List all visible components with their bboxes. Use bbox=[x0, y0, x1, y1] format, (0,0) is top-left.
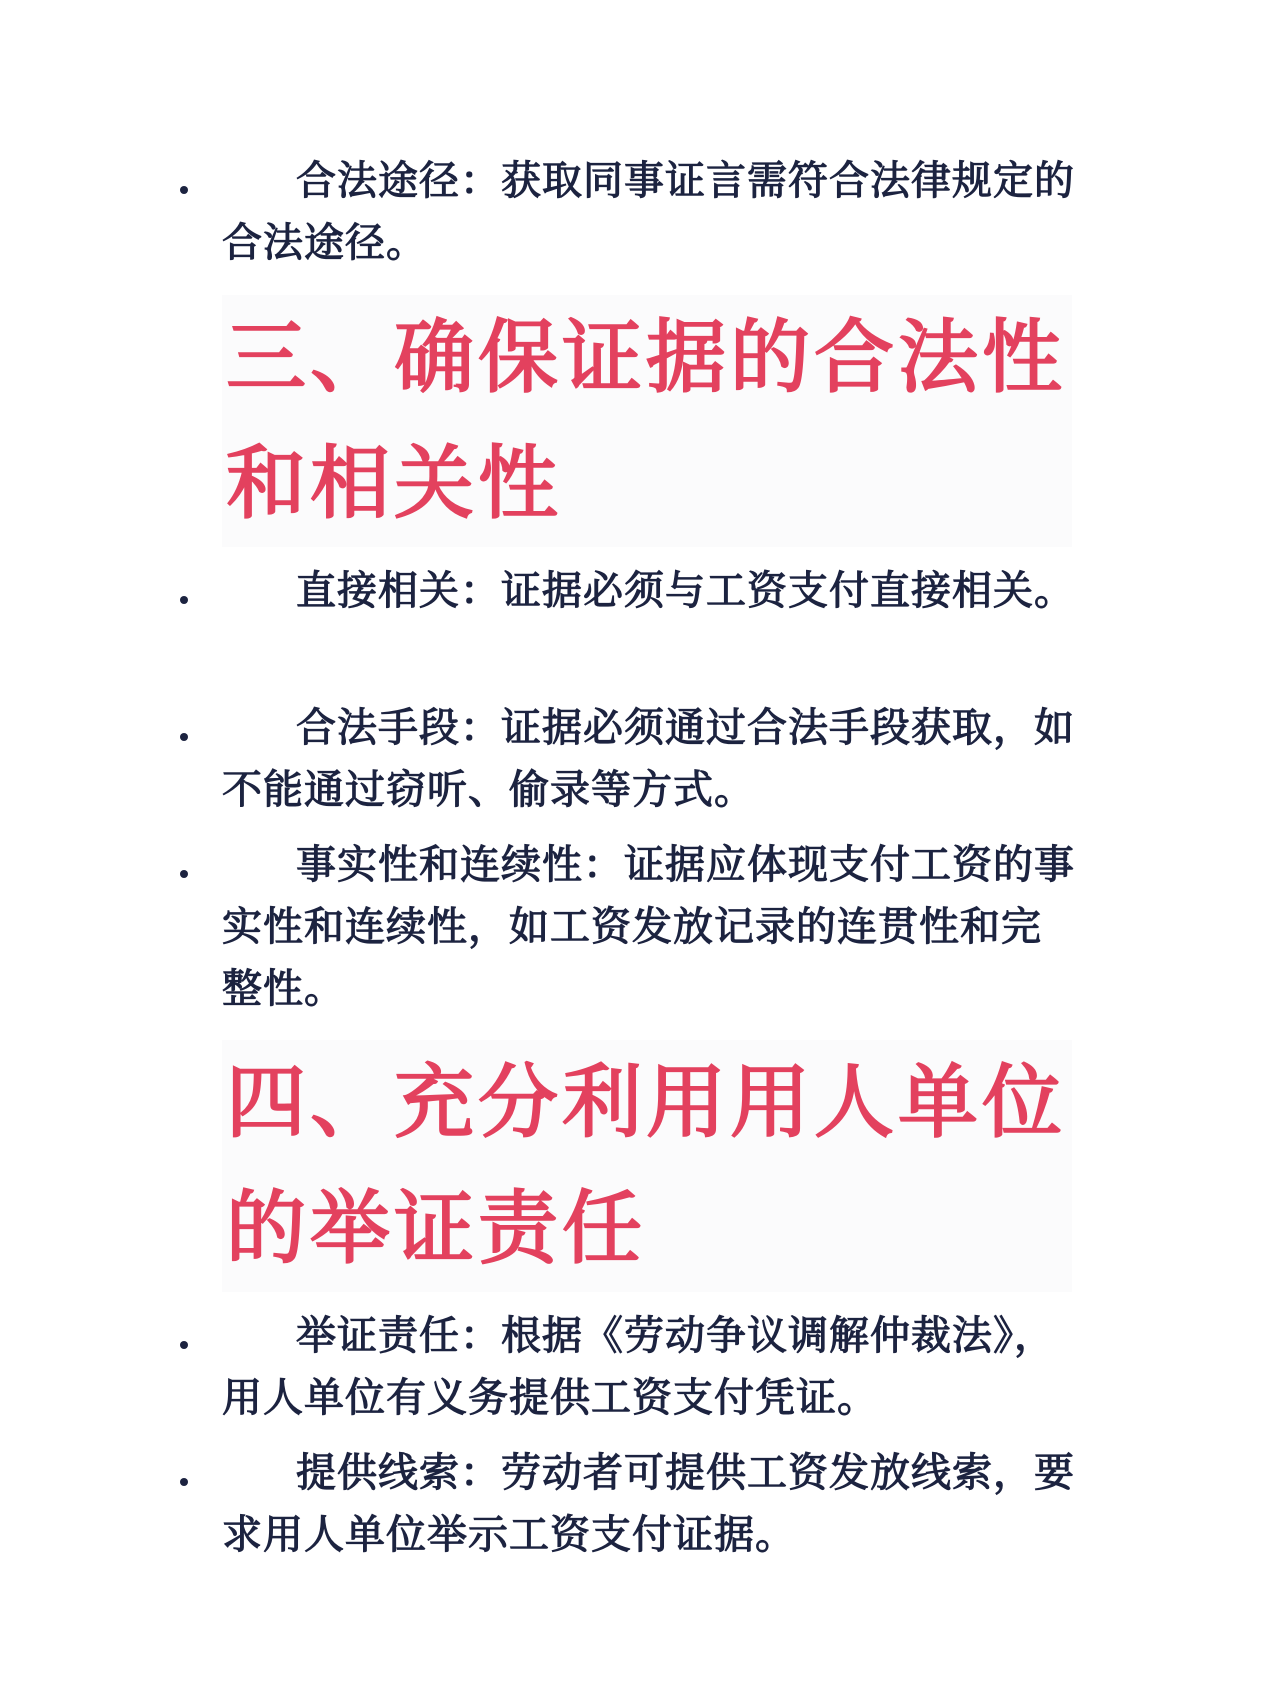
list-item-text: 合法途径：获取同事证言需符合法律规定的合法途径。 bbox=[222, 158, 1075, 266]
bullet-icon bbox=[180, 1341, 188, 1349]
list-item-text: 事实性和连续性：证据应体现支付工资的事实性和连续性，如工资发放记录的连贯性和完整性。 bbox=[222, 842, 1075, 1012]
bullet-icon bbox=[180, 733, 188, 741]
list-item bbox=[180, 834, 1080, 1024]
section-heading-3-text: 三、确保证据的合法性和相关性 bbox=[226, 311, 1066, 530]
list-item bbox=[180, 560, 1080, 690]
section-heading-4-text: 四、充分利用用人单位的举证责任 bbox=[226, 1056, 1066, 1275]
bullet-icon bbox=[180, 870, 188, 878]
list-item-text: 直接相关：证据必须与工资支付直接相关。 bbox=[296, 568, 1075, 614]
list-item bbox=[180, 150, 1080, 280]
list-item-text: 合法手段：证据必须通过合法手段获取，如不能通过窃听、偷录等方式。 bbox=[222, 705, 1075, 813]
bullet-icon bbox=[180, 1478, 188, 1486]
bullet-icon bbox=[180, 596, 188, 604]
list-item-text: 举证责任：根据《劳动争议调解仲裁法》，用人单位有义务提供工资支付凭证。 bbox=[222, 1313, 1055, 1421]
list-item bbox=[180, 697, 1080, 827]
list-item bbox=[180, 1442, 1080, 1572]
list-item-text: 提供线索：劳动者可提供工资发放线索，要求用人单位举示工资支付证据。 bbox=[222, 1450, 1075, 1558]
section-heading-3 bbox=[222, 295, 1072, 547]
bullet-icon bbox=[180, 186, 188, 194]
section-heading-4 bbox=[222, 1040, 1072, 1292]
list-item bbox=[180, 1305, 1080, 1435]
